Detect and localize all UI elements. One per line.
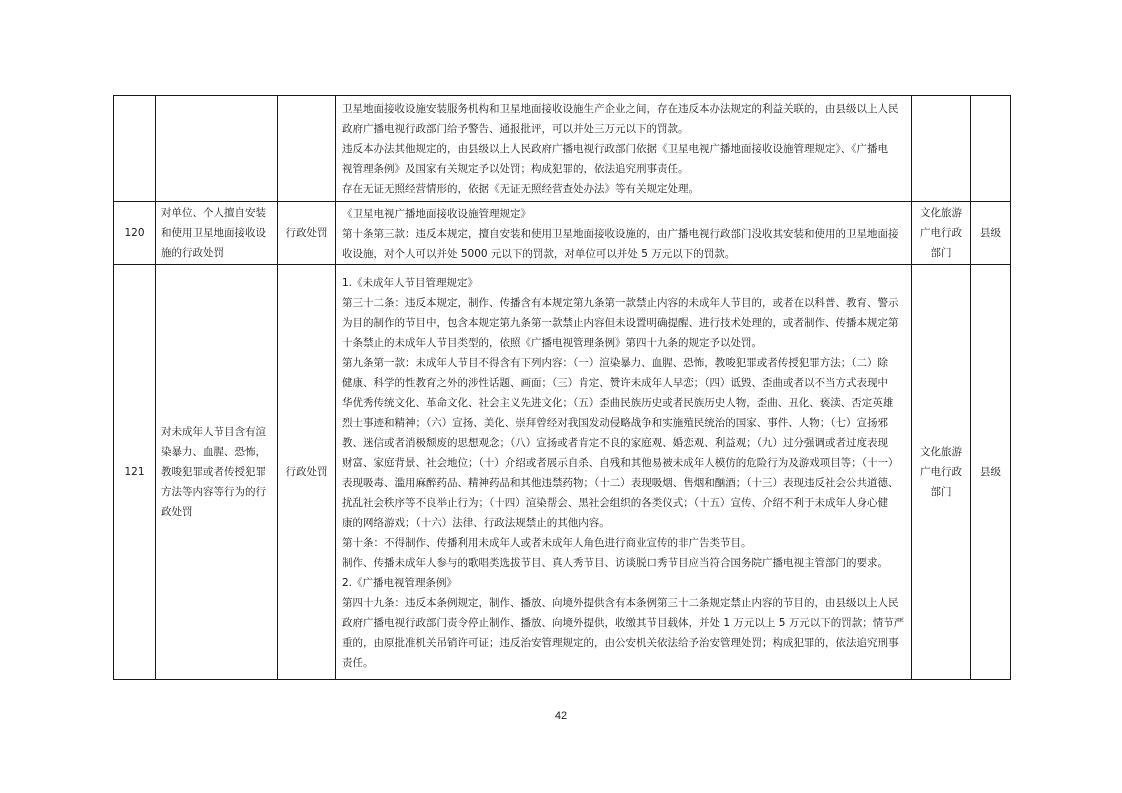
- item-name-line: 施的行政处罚: [161, 247, 224, 259]
- basis-line: 违反本办法其他规定的，由县级以上人民政府广播电视行政部门依据《卫星电视广播地面接收设施管理规定》、《广播电: [342, 143, 888, 155]
- legal-basis-cell: [336, 96, 912, 202]
- basis-line: 责任。: [342, 656, 374, 669]
- basis-line: 教、迷信或者消极颓废的思想观念；（八）宣扬或者肯定不良的家庭观、婚恋观、利益观；（九）过分强调或者过度表现: [342, 436, 888, 449]
- basis-line: 烈士事迹和精神；（六）宣扬、美化、崇拜曾经对我国发动侵略战争和实施殖民统治的国家、事件、人物；（七）宣扬邪: [342, 416, 888, 429]
- level-value: 县级: [980, 466, 1001, 478]
- level-cell: [971, 265, 1011, 680]
- item-number: 120: [124, 227, 145, 239]
- item-type: 行政处罚: [285, 466, 328, 478]
- department-line: 部门: [930, 247, 952, 259]
- basis-line: 卫星地面接收设施安装服务机构和卫星地面接收设施生产企业之间，存在违反本办法规定的利益关联的，由县级以上人民: [342, 103, 899, 115]
- department-line: 广电行政: [920, 227, 962, 239]
- item-number: 121: [124, 466, 145, 478]
- item-name-cell: [156, 265, 278, 680]
- department-line: 文化旅游: [920, 446, 962, 458]
- item-number-cell: [114, 96, 156, 202]
- legal-basis-cell: [336, 202, 912, 265]
- basis-line: 政府广播电视行政部门给予警告、通报批评，可以并处三万元以下的罚款。: [342, 123, 689, 135]
- basis-line: 财富、家庭背景、社会地位；（十）介绍或者展示自杀、自残和其他易被未成年人模仿的危险行为及游戏项目等；（十一）: [342, 456, 899, 469]
- basis-line: 《卫星电视广播地面接收设施管理规定》: [342, 207, 531, 220]
- basis-line: 扰乱社会秩序等不良举止行为；（十四）渲染帮会、黑社会组织的各类仪式；（十五）宣传、介绍不利于未成年人身心健: [342, 496, 888, 509]
- basis-line: 第三十二条：违反本规定，制作、传播含有本规定第九条第一款禁止内容的未成年人节目的，或者在以科普、教育、警示: [342, 296, 899, 309]
- item-name-line: 方法等内容等行为的行: [161, 486, 266, 498]
- item-type-cell: [278, 202, 336, 265]
- basis-line: 第十条第三款：违反本规定，擅自安装和使用卫星地面接收设施的，由广播电视行政部门没收其安装和使用的卫星地面接: [342, 227, 899, 240]
- item-name-line: 染暴力、血腥、恐怖，: [161, 446, 266, 458]
- basis-line: 第十条：不得制作、传播利用未成年人或者未成年人角色进行商业宣传的非广告类节目。: [342, 536, 752, 549]
- item-name-line: 教唆犯罪或者传授犯罪: [161, 466, 266, 478]
- level-cell: [971, 96, 1011, 202]
- legal-basis-cell: [336, 265, 912, 680]
- basis-line: 华优秀传统文化、革命文化、社会主义先进文化；（五）歪曲民族历史或者民族历史人物，歪曲、丑化、亵渎、否定英雄: [342, 396, 894, 409]
- item-name-line: 政处罚: [161, 506, 193, 518]
- item-name-line: 和使用卫星地面接收设: [161, 227, 266, 239]
- department-line: 文化旅游: [920, 207, 962, 219]
- item-type: 行政处罚: [285, 227, 328, 239]
- department-line: 广电行政: [920, 466, 962, 478]
- basis-line: 为目的制作的节目中，包含本规定第九条第一款禁止内容但未设置明确提醒、进行技术处理的，或者制作、传播本规定第: [342, 316, 899, 329]
- basis-line: 视管理条例》及国家有关规定予以处罚；构成犯罪的，依法追究刑事责任。: [342, 163, 689, 175]
- department-cell: [912, 96, 971, 202]
- item-type-cell: [278, 265, 336, 680]
- basis-line: 第四十九条：违反本条例规定，制作、播放、向境外提供含有本条例第三十二条规定禁止内容的节目的，由县级以上人民: [342, 596, 899, 609]
- level-value: 县级: [980, 227, 1001, 239]
- basis-line: 制作、传播未成年人参与的歌唱类选拔节目、真人秀节目、访谈脱口秀节目应当符合国务院广播电视主管部门的要求。: [342, 556, 888, 569]
- basis-line: 收设施，对个人可以并处 5000 元以下的罚款，对单位可以并处 5 万元以下的罚款。: [342, 247, 736, 260]
- level-cell: [971, 202, 1011, 265]
- item-name-line: 对单位、个人擅自安装: [161, 207, 266, 219]
- item-number-cell: [114, 202, 156, 265]
- item-name-cell: [156, 202, 278, 265]
- basis-line: 十条禁止的未成年人节目类型的，依照《广播电视管理条例》第四十九条的规定予以处罚。: [342, 336, 762, 349]
- item-name-cell: [156, 96, 278, 202]
- department-cell: [912, 265, 971, 680]
- enforcement-table: [113, 95, 1011, 680]
- basis-line: 健康、科学的性教育之外的涉性话题、画面；（三）肯定、赞许未成年人早恋；（四）诋毁、歪曲或者以不当方式表现中: [342, 376, 888, 389]
- table-row: [114, 96, 1011, 202]
- basis-line: 政府广播电视行政部门责令停止制作、播放、向境外提供，收缴其节目载体，并处 1 万元以上 5 万元以下的罚款；情节严: [342, 616, 905, 629]
- basis-line: 康的网络游戏；（十六）法律、行政法规禁止的其他内容。: [342, 516, 610, 529]
- item-name-line: 对未成年人节目含有渲: [161, 426, 266, 438]
- table-row: [114, 265, 1011, 680]
- item-type-cell: [278, 96, 336, 202]
- department-line: 部门: [930, 486, 952, 498]
- basis-line: 存在无证无照经营情形的，依据《无证无照经营查处办法》等有关规定处理。: [342, 183, 699, 195]
- basis-line: 1.《未成年人节目管理规定》: [342, 276, 479, 289]
- basis-line: 表现吸毒、滥用麻醉药品、精神药品和其他违禁药物；（十二）表现吸烟、售烟和酗酒；（十三）表现违反社会公共道德、: [342, 476, 899, 489]
- page-number: 42: [554, 710, 568, 722]
- item-number-cell: [114, 265, 156, 680]
- table-body: [114, 96, 1011, 680]
- table-row: [114, 202, 1011, 265]
- department-cell: [912, 202, 971, 265]
- basis-line: 重的，由原批准机关吊销许可证；违反治安管理规定的，由公安机关依法给予治安管理处罚；构成犯罪的，依法追究刑事: [342, 636, 899, 649]
- basis-line: 第九条第一款：未成年人节目不得含有下列内容：（一）渲染暴力、血腥、恐怖，教唆犯罪或者传授犯罪方法；（二）除: [342, 356, 888, 369]
- basis-line: 2.《广播电视管理条例》: [342, 576, 458, 589]
